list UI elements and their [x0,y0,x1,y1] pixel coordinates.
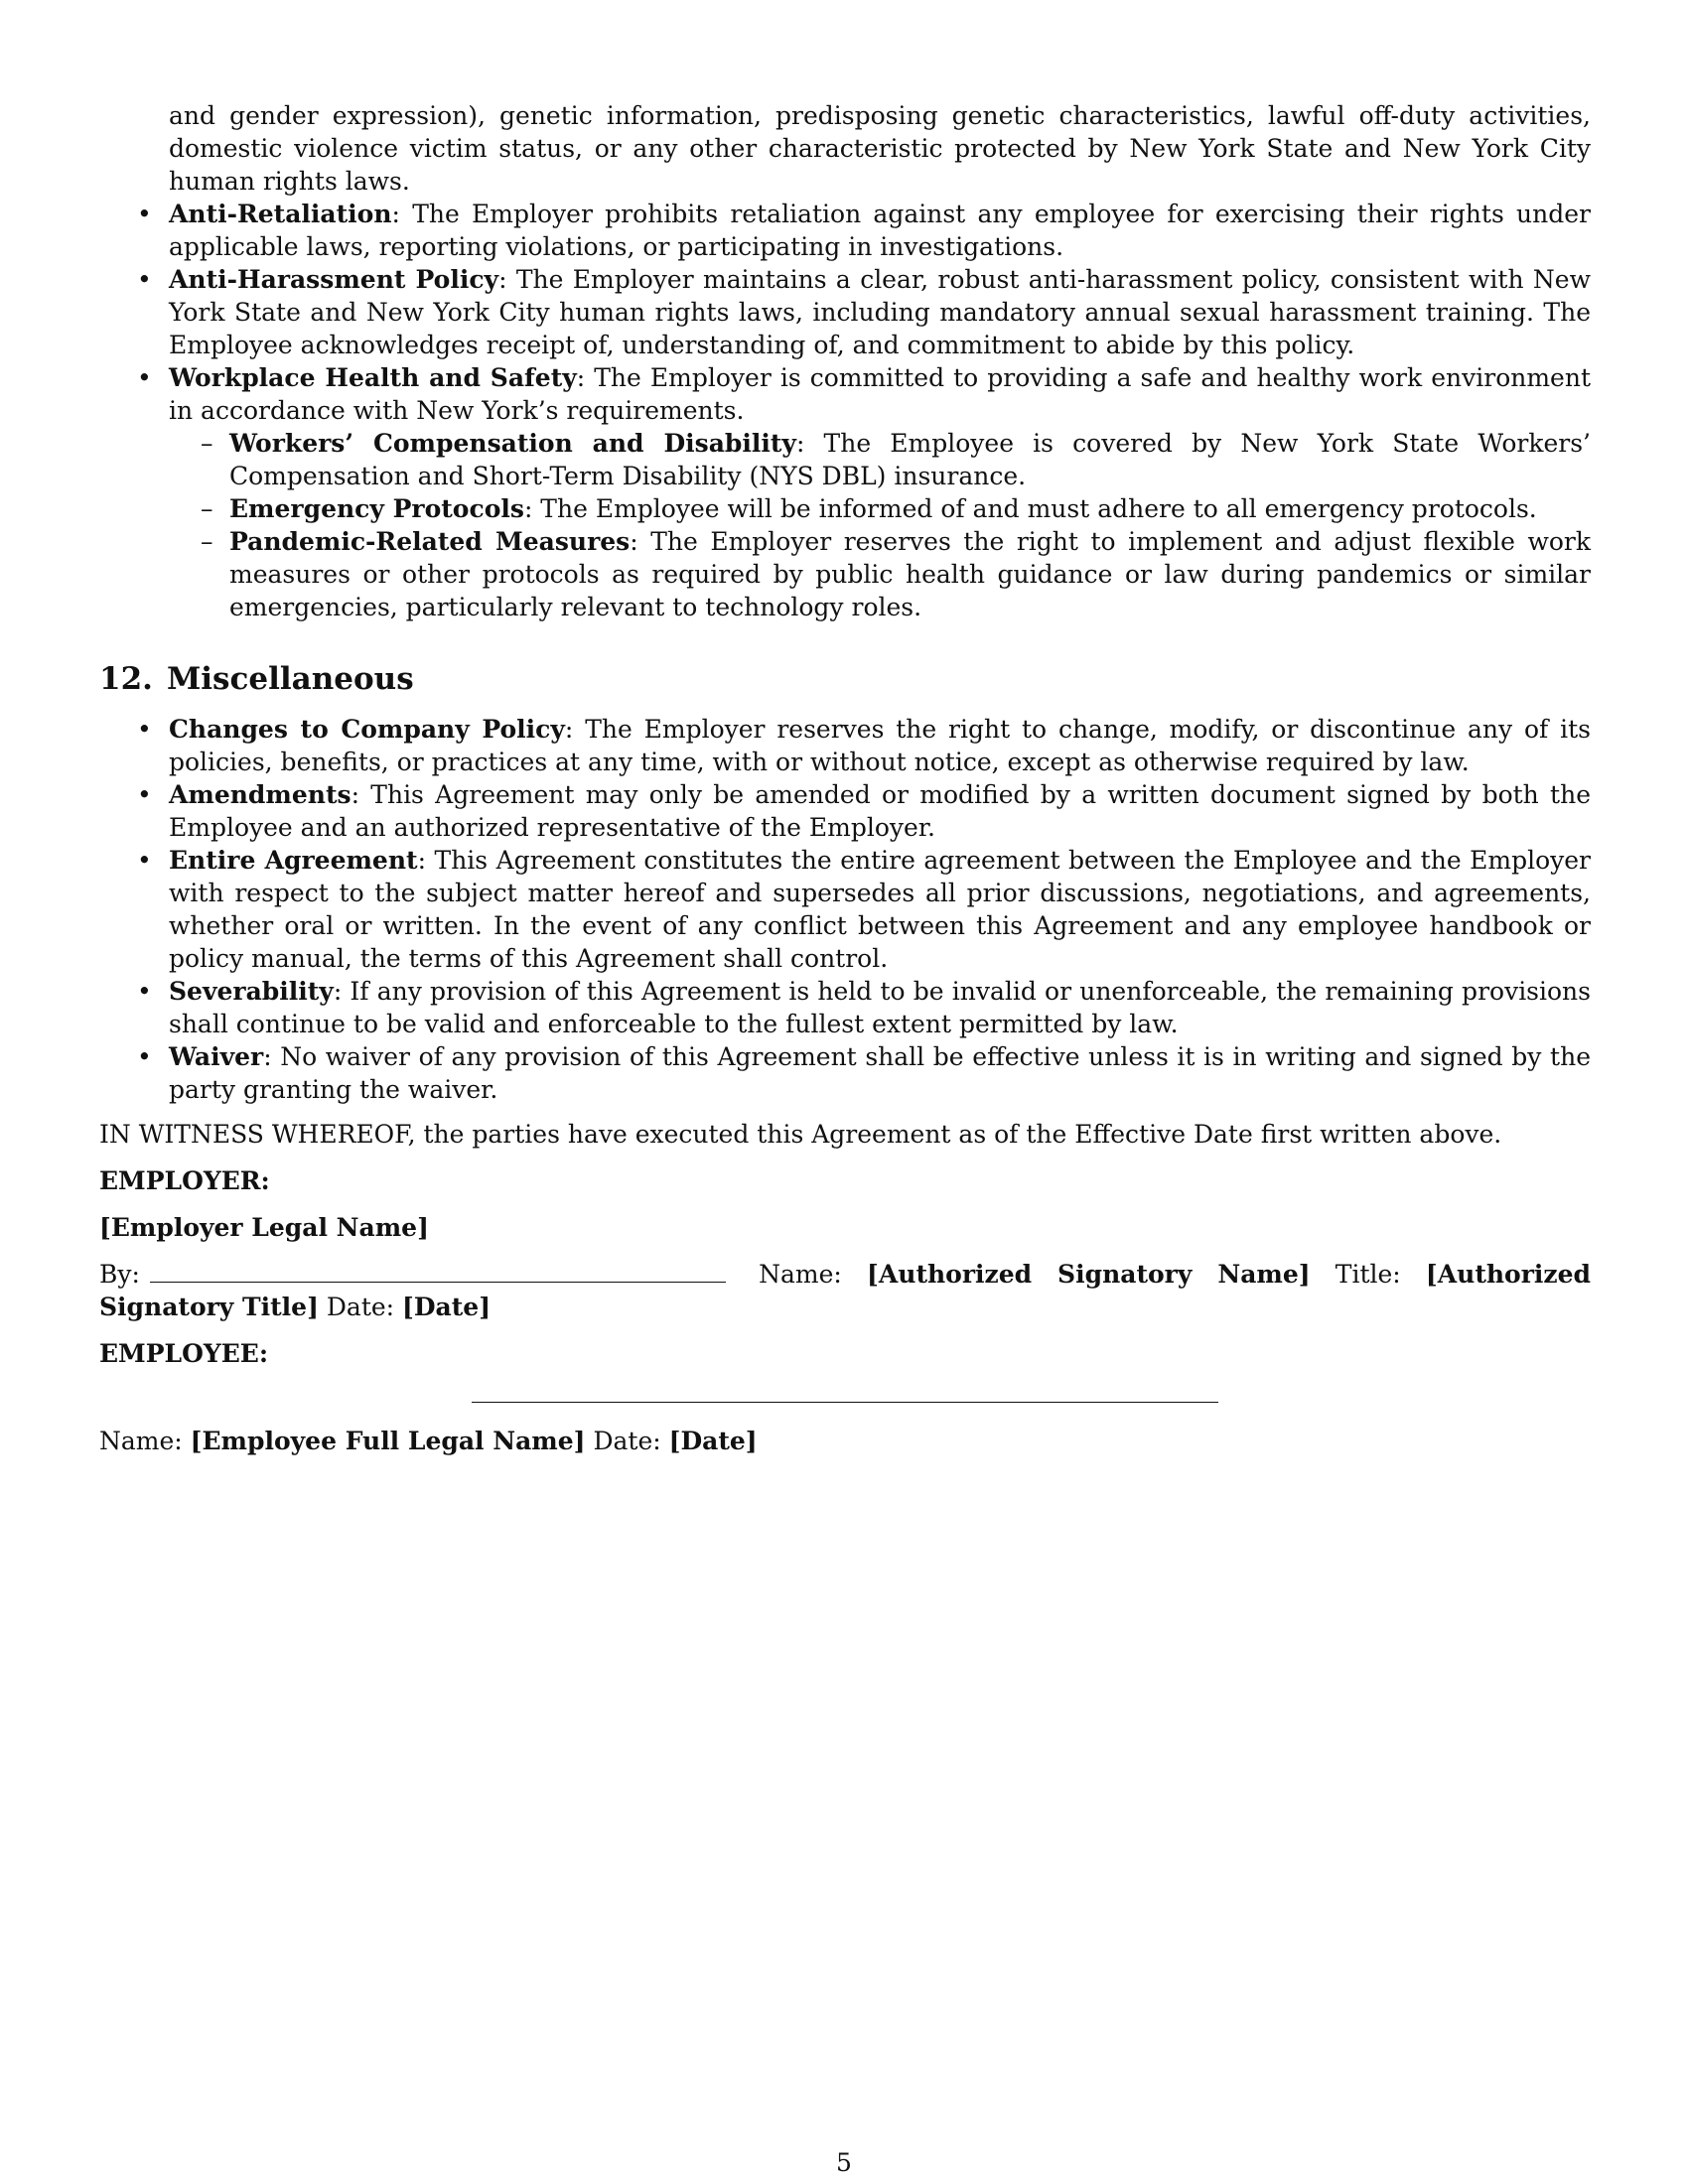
policy-bullet-list [99,198,1591,623]
item-title: Anti-Harassment Policy [169,265,499,294]
document-page [99,99,1591,1457]
signatory-name: [Authorized Signatory Name] [867,1260,1311,1289]
section-number: 12. [99,661,153,697]
continuation-paragraph: and gender expression), genetic information, predisposing genetic characteristics, lawful off-duty activities, domestic violence victim status, or any other characteristic protected by New York State and New York City human rights laws. [169,101,1591,196]
section-title: Miscellaneous [166,661,414,697]
item-title: Amendments [169,780,352,809]
list-item [99,198,1591,263]
list-item [99,263,1591,361]
item-title: Pandemic-Related Measures [229,527,631,556]
list-item [99,713,1591,778]
item-text: : The Employer is committed to providing a safe and healthy work environment in accordance with New York’s requirements. [169,363,1591,425]
item-title: Waiver [169,1042,264,1071]
employer-label: EMPLOYER: [99,1166,270,1195]
signatory-title: [Authorized Signatory Title] [99,1260,1591,1321]
list-item [99,975,1591,1040]
employee-signature-block [99,1425,1591,1457]
item-title: Changes to Company Policy [169,715,565,744]
list-item [99,361,1591,623]
section-heading [99,659,1591,699]
miscellaneous-bullet-list [99,713,1591,1106]
employer-signature-block [99,1258,1591,1323]
date-label: Date: [326,1293,395,1321]
sub-list-item [169,492,1591,525]
item-title: Anti-Retaliation [169,200,392,228]
item-title: Entire Agreement [169,846,418,875]
employee-label: EMPLOYEE: [99,1339,269,1368]
employee-signature-line[interactable] [472,1394,1218,1403]
health-safety-sublist [169,427,1591,623]
item-text: : This Agreement constitutes the entire agreement between the Employee and the Employer with respect to the subject matter hereof and supersedes all prior discussions, negotiations, and agreements, whether oral or written. In the event of any conflict between this Agreement and any employee handbook or policy manual, the terms of this Agreement shall control. [169,846,1592,973]
sub-list-item [169,525,1591,623]
item-text: : The Employee is covered by New York State Workers’ Compensation and Short-Term Disability (NYS DBL) insurance. [229,429,1591,490]
list-item [99,1040,1591,1106]
employee-full-name: [Employee Full Legal Name] [190,1427,586,1455]
sub-list-item [169,427,1591,492]
item-text: : The Employer reserves the right to change, modify, or discontinue any of its policies, benefits, or practices at any time, with or without notice, except as otherwise required by law. [169,715,1592,776]
list-item [99,844,1591,975]
item-title: Emergency Protocols [229,494,524,523]
title-label: Title: [1335,1260,1401,1289]
item-title: Workplace Health and Safety [169,363,577,392]
item-title: Severability [169,977,334,1006]
page-number: 5 [836,2148,852,2177]
item-text: : No waiver of any provision of this Agreement shall be effective unless it is in writing and signed by the party granting the waiver. [169,1042,1591,1104]
item-text: : The Employer prohibits retaliation against any employee for exercising their rights under applicable laws, reporting violations, or participating in investigations. [169,200,1591,261]
item-text: : If any provision of this Agreement is held to be invalid or unenforceable, the remaining provisions shall continue to be valid and enforceable to the fullest extent permitted by law. [169,977,1591,1038]
date-label: Date: [593,1427,661,1455]
by-label: By: [99,1260,140,1289]
name-label: Name: [99,1427,183,1455]
list-item [99,778,1591,844]
employer-date: [Date] [402,1293,492,1321]
item-text: : This Agreement may only be amended or modified by a written document signed by both the Employee and an authorized representative of the Employer. [169,780,1591,842]
witness-statement: IN WITNESS WHEREOF, the parties have executed this Agreement as of the Effective Date first written above. [99,1120,1502,1149]
employee-date: [Date] [668,1427,758,1455]
item-text: : The Employer reserves the right to implement and adjust flexible work measures or other protocols as required by public health guidance or law during pandemics or similar emergencies, particularly relevant to technology roles. [229,527,1591,621]
employer-legal-name: [Employer Legal Name] [99,1213,429,1242]
name-label: Name: [759,1260,842,1289]
item-title: Workers’ Compensation and Disability [229,429,796,458]
item-text: : The Employer maintains a clear, robust anti-harassment policy, consistent with New York State and New York City human rights laws, including mandatory annual sexual harassment training. The Employee acknowledges receipt of, understanding of, and commitment to abide by this policy. [169,265,1591,359]
employer-signature-line[interactable] [150,1260,726,1283]
item-text: : The Employee will be informed of and must adhere to all emergency protocols. [523,494,1537,523]
